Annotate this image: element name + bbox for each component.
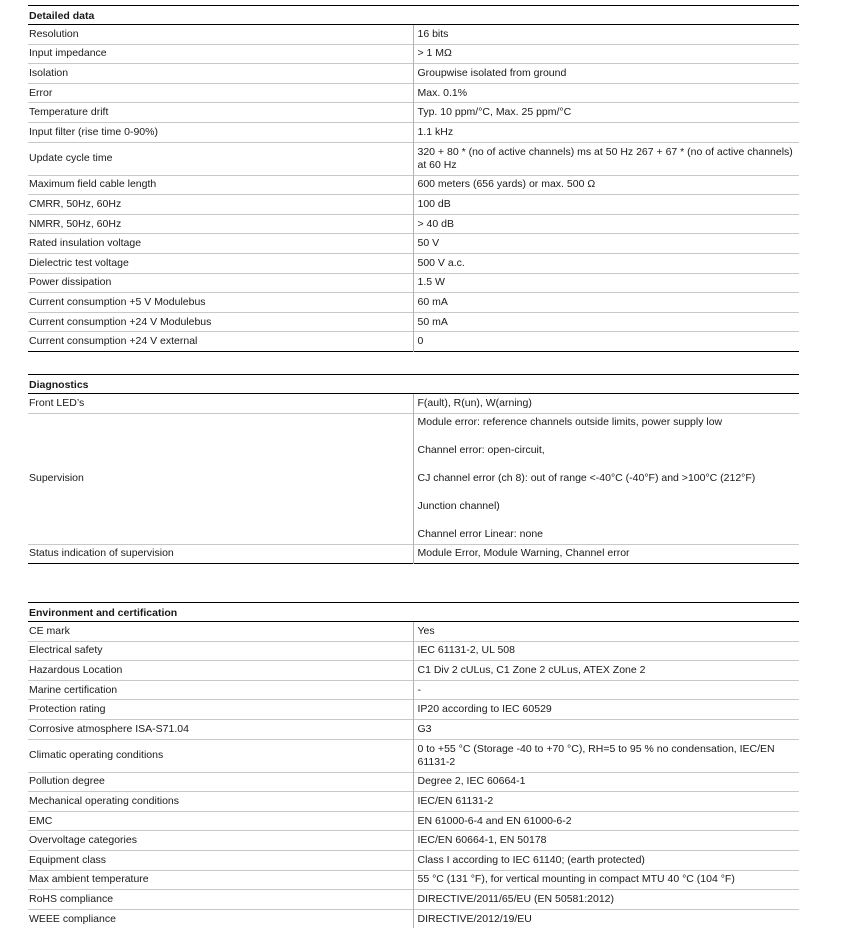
row-value: Yes bbox=[413, 622, 799, 642]
table-row bbox=[28, 195, 799, 215]
row-label: RoHS compliance bbox=[28, 890, 413, 910]
supervision-line: Module error: reference channels outside limits, power supply low bbox=[417, 416, 723, 429]
table-row bbox=[28, 719, 799, 739]
row-label: Resolution bbox=[29, 27, 79, 40]
row-value: IEC/EN 60664-1, EN 50178 bbox=[413, 831, 799, 851]
table-row bbox=[28, 332, 799, 352]
row-value: EN 61000-6-4 and EN 61000-6-2 bbox=[413, 811, 799, 831]
table-row bbox=[28, 214, 799, 234]
table-row bbox=[28, 273, 799, 293]
row-value: Groupwise isolated from ground bbox=[413, 64, 799, 84]
row-label: Hazardous Location bbox=[28, 661, 413, 681]
row-value: IP20 according to IEC 60529 bbox=[413, 700, 799, 720]
row-value: IEC/EN 61131-2 bbox=[413, 792, 799, 812]
table-row bbox=[28, 122, 799, 142]
row-label: CMRR, 50Hz, 60Hz bbox=[28, 195, 413, 215]
supervision-line: Channel error Linear: none bbox=[417, 528, 543, 541]
row-value: Max. 0.1% bbox=[413, 83, 799, 103]
row-value: 60 mA bbox=[413, 293, 799, 313]
row-label: Temperature drift bbox=[28, 103, 413, 123]
table-row bbox=[28, 394, 799, 414]
row-label: Status indication of supervision bbox=[28, 544, 413, 564]
table-row bbox=[28, 811, 799, 831]
row-label: Supervision bbox=[28, 413, 413, 544]
environment-table bbox=[28, 602, 799, 928]
table-row bbox=[28, 772, 799, 792]
row-value: F(ault), R(un), W(arning) bbox=[413, 394, 799, 414]
row-label: Climatic operating conditions bbox=[28, 739, 413, 772]
row-label: Update cycle time bbox=[28, 142, 413, 175]
table-row bbox=[28, 909, 799, 928]
detailed-data-table bbox=[28, 5, 799, 352]
row-value: DIRECTIVE/2011/65/EU (EN 50581:2012) bbox=[413, 890, 799, 910]
row-value: 600 meters (656 yards) or max. 500 Ω bbox=[413, 175, 799, 195]
table-row bbox=[28, 253, 799, 273]
table-row bbox=[28, 175, 799, 195]
table-row bbox=[28, 661, 799, 681]
table-row bbox=[28, 25, 799, 45]
supervision-line: Junction channel) bbox=[417, 500, 500, 513]
detailed-data-section bbox=[28, 5, 799, 352]
row-label: Protection rating bbox=[28, 700, 413, 720]
diagnostics-section bbox=[28, 374, 799, 564]
row-label: Power dissipation bbox=[28, 273, 413, 293]
row-value: Degree 2, IEC 60664-1 bbox=[413, 772, 799, 792]
row-value: 0 bbox=[413, 332, 799, 352]
table-row bbox=[28, 293, 799, 313]
row-label: Maximum field cable length bbox=[28, 175, 413, 195]
row-label: Corrosive atmosphere ISA-S71.04 bbox=[28, 719, 413, 739]
diagnostics-table bbox=[28, 374, 799, 564]
supervision-line: Channel error: open-circuit, bbox=[417, 444, 545, 457]
row-label: Input filter (rise time 0-90%) bbox=[28, 122, 413, 142]
table-row bbox=[28, 312, 799, 332]
row-value: 1.1 kHz bbox=[413, 122, 799, 142]
row-value: - bbox=[413, 680, 799, 700]
row-value: 1.5 W bbox=[413, 273, 799, 293]
table-row bbox=[28, 890, 799, 910]
row-value: G3 bbox=[413, 719, 799, 739]
table-row bbox=[28, 83, 799, 103]
row-value: Typ. 10 ppm/°C, Max. 25 ppm/°C bbox=[413, 103, 799, 123]
row-value: C1 Div 2 cULus, C1 Zone 2 cULus, ATEX Zone 2 bbox=[413, 661, 799, 681]
row-label: Input impedance bbox=[28, 44, 413, 64]
table-row bbox=[28, 413, 799, 544]
row-label: Electrical safety bbox=[28, 641, 413, 661]
row-value: Class I according to IEC 61140; (earth protected) bbox=[413, 850, 799, 870]
supervision-value bbox=[413, 413, 799, 544]
row-label: Current consumption +24 V external bbox=[28, 332, 413, 352]
table-row bbox=[28, 234, 799, 254]
table-row bbox=[28, 641, 799, 661]
table-row bbox=[28, 700, 799, 720]
row-label: Overvoltage categories bbox=[28, 831, 413, 851]
row-label: Current consumption +24 V Modulebus bbox=[28, 312, 413, 332]
table-row bbox=[28, 739, 799, 772]
row-value: DIRECTIVE/2012/19/EU bbox=[413, 909, 799, 928]
row-label: Current consumption +5 V Modulebus bbox=[28, 293, 413, 313]
row-value: 320 + 80 * (no of active channels) ms at 50 Hz 267 + 67 * (no of active channels) at 60 Hz bbox=[413, 142, 799, 175]
row-label: Error bbox=[28, 83, 413, 103]
row-value: 100 dB bbox=[413, 195, 799, 215]
row-label: Marine certification bbox=[28, 680, 413, 700]
row-value: > 1 MΩ bbox=[413, 44, 799, 64]
row-value: Module Error, Module Warning, Channel error bbox=[413, 544, 799, 564]
table-row bbox=[28, 792, 799, 812]
detailed-data-title: Detailed data bbox=[28, 6, 799, 25]
table-row bbox=[28, 544, 799, 564]
row-value: 0 to +55 °C (Storage -40 to +70 °C), RH=5 to 95 % no condensation, IEC/EN 61131-2 bbox=[413, 739, 799, 772]
row-label: Front LED’s bbox=[29, 396, 85, 409]
environment-section bbox=[28, 602, 799, 928]
table-row bbox=[28, 622, 799, 642]
row-label: Equipment class bbox=[28, 850, 413, 870]
row-value: 500 V a.c. bbox=[413, 253, 799, 273]
row-label: Pollution degree bbox=[28, 772, 413, 792]
row-value: 55 °C (131 °F), for vertical mounting in compact MTU 40 °C (104 °F) bbox=[413, 870, 799, 890]
row-label: EMC bbox=[28, 811, 413, 831]
table-row bbox=[28, 64, 799, 84]
row-value: 50 V bbox=[413, 234, 799, 254]
row-label: CE mark bbox=[29, 624, 70, 637]
row-label: Max ambient temperature bbox=[28, 870, 413, 890]
table-row bbox=[28, 103, 799, 123]
row-label: NMRR, 50Hz, 60Hz bbox=[28, 214, 413, 234]
table-row bbox=[28, 680, 799, 700]
row-label: Rated insulation voltage bbox=[28, 234, 413, 254]
table-row bbox=[28, 44, 799, 64]
table-row bbox=[28, 831, 799, 851]
diagnostics-title: Diagnostics bbox=[28, 375, 799, 394]
table-row bbox=[28, 142, 799, 175]
row-label: Dielectric test voltage bbox=[28, 253, 413, 273]
row-label: Isolation bbox=[28, 64, 413, 84]
environment-title: Environment and certification bbox=[28, 603, 799, 622]
row-value: > 40 dB bbox=[413, 214, 799, 234]
row-label: Mechanical operating conditions bbox=[28, 792, 413, 812]
row-value: 16 bits bbox=[413, 25, 799, 45]
row-label: WEEE compliance bbox=[28, 909, 413, 928]
supervision-line: CJ channel error (ch 8): out of range <-40°C (-40°F) and >100°C (212°F) bbox=[417, 472, 756, 485]
table-row bbox=[28, 850, 799, 870]
row-value: IEC 61131-2, UL 508 bbox=[413, 641, 799, 661]
table-row bbox=[28, 870, 799, 890]
row-value: 50 mA bbox=[413, 312, 799, 332]
